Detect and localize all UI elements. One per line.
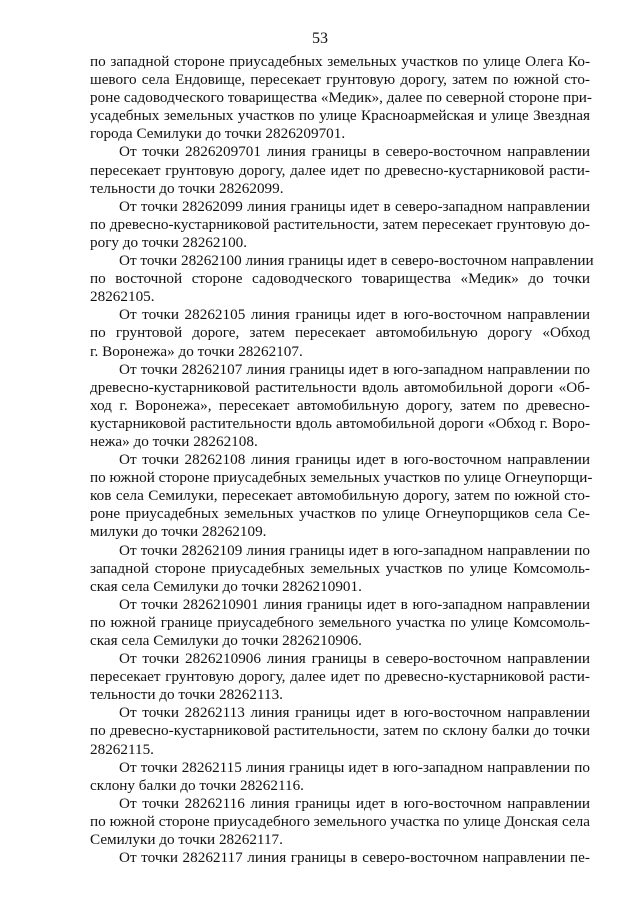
text-line: западной стороне приусадебных земельных участков по улице Комсомоль- <box>90 559 590 577</box>
text-line: по восточной стороне садоводческого товарищества «Медик» до точки <box>90 270 590 288</box>
text-line: тельности до точки 28262113. <box>90 686 283 704</box>
text-line: От точки 28262105 линия границы идет в юго-восточном направлении <box>119 306 590 324</box>
text-line: От точки 2826210906 линия границы в северо-восточном направлении <box>119 650 590 668</box>
text-line: по южной границе приусадебного земельного участка по улице Комсомоль- <box>90 613 590 631</box>
text-line: ков села Семилуки, пересекает автомобильную дорогу, затем по южной сто- <box>90 487 590 505</box>
text-line: От точки 28262100 линия границы идет в северо-восточном направлении <box>119 252 594 270</box>
text-line: ская села Семилуки до точки 2826210906. <box>90 632 362 649</box>
text-line: От точки 28262107 линия границы идет в юго-западном направлении по <box>119 360 590 378</box>
text-line: по южной стороне приусадебного земельного участка по улице Донская села <box>90 812 590 830</box>
text-line: От точки 2826209701 линия границы в северо-восточном направлении <box>119 143 590 161</box>
text-line: по древесно-кустарниковой растительности, затем пересекает грунтовую до- <box>90 215 590 233</box>
text-line: тельности до точки 28262099. <box>90 179 284 197</box>
text-line: От точки 28262116 линия границы идет в юго-восточном направлении <box>119 794 590 812</box>
text-line: г. Воронежа» до точки 28262107. <box>90 342 303 360</box>
text-line: по западной стороне приусадебных земельных участков по улице Олега Ко- <box>90 53 590 70</box>
text-line: От точки 28262113 линия границы идет в юго-восточном направлении <box>119 704 590 722</box>
text-line: шевого села Ендовище, пересекает грунтовую дорогу, затем по южной сто- <box>90 71 590 89</box>
text-line: по древесно-кустарниковой растительности, затем по склону балки до точки <box>90 722 590 740</box>
text-line: города Семилуки до точки 2826209701. <box>90 125 346 143</box>
text-line: нежа» до точки 28262108. <box>90 432 258 450</box>
text-line: пересекает грунтовую дорогу, далее идет по древесно-кустарниковой расти- <box>90 668 590 686</box>
text-line: 28262115. <box>90 740 154 758</box>
text-line: роне садоводческого товарищества «Медик», далее по северной стороне при- <box>90 89 592 107</box>
text-line: ход г. Воронежа», пересекает автомобильную дорогу, затем по древесно- <box>90 396 590 414</box>
text-line: по южной стороне приусадебных земельных участков по улице Огнеупорщи- <box>90 469 593 487</box>
text-line: древесно-кустарниковой растительности вдоль автомобильной дороги «Об- <box>90 378 590 396</box>
text-line: От точки 28262115 линия границы идет в юго-западном направлении по <box>119 758 590 776</box>
text-line: Семилуки до точки 28262117. <box>90 831 283 849</box>
text-line: по грунтовой дороге, затем пересекает автомобильную дорогу «Обход <box>90 324 590 342</box>
page-number: 53 <box>312 30 328 47</box>
text-line: От точки 28262108 линия границы идет в юго-восточном направлении <box>119 451 590 469</box>
text-line: милуки до точки 28262109. <box>90 523 267 541</box>
text-line: пересекает грунтовую дорогу, далее идет по древесно-кустарниковой расти- <box>90 161 590 179</box>
text-line: От точки 28262099 линия границы идет в северо-западном направлении <box>119 197 590 215</box>
text-line: усадебных земельных участков по улице Красноармейская и улице Звездная <box>90 107 590 125</box>
text-line: склону балки до точки 28262116. <box>90 776 304 794</box>
document-body <box>90 53 594 867</box>
text-line: 28262105. <box>90 288 155 306</box>
text-line: кустарниковой растительности вдоль автомобильной дороги «Обход г. Воро- <box>90 414 590 432</box>
text-line: От точки 28262117 линия границы в северо-восточном направлении пе- <box>119 849 590 867</box>
text-line: ская села Семилуки до точки 2826210901. <box>90 577 362 595</box>
text-line: От точки 28262109 линия границы идет в юго-западном направлении по <box>119 541 590 559</box>
text-line: От точки 2826210901 линия границы идет в юго-западном направлении <box>119 595 590 613</box>
text-line: роне приусадебных земельных участков по улице Огнеупорщиков села Се- <box>90 505 590 523</box>
text-line: рогу до точки 28262100. <box>90 233 248 251</box>
